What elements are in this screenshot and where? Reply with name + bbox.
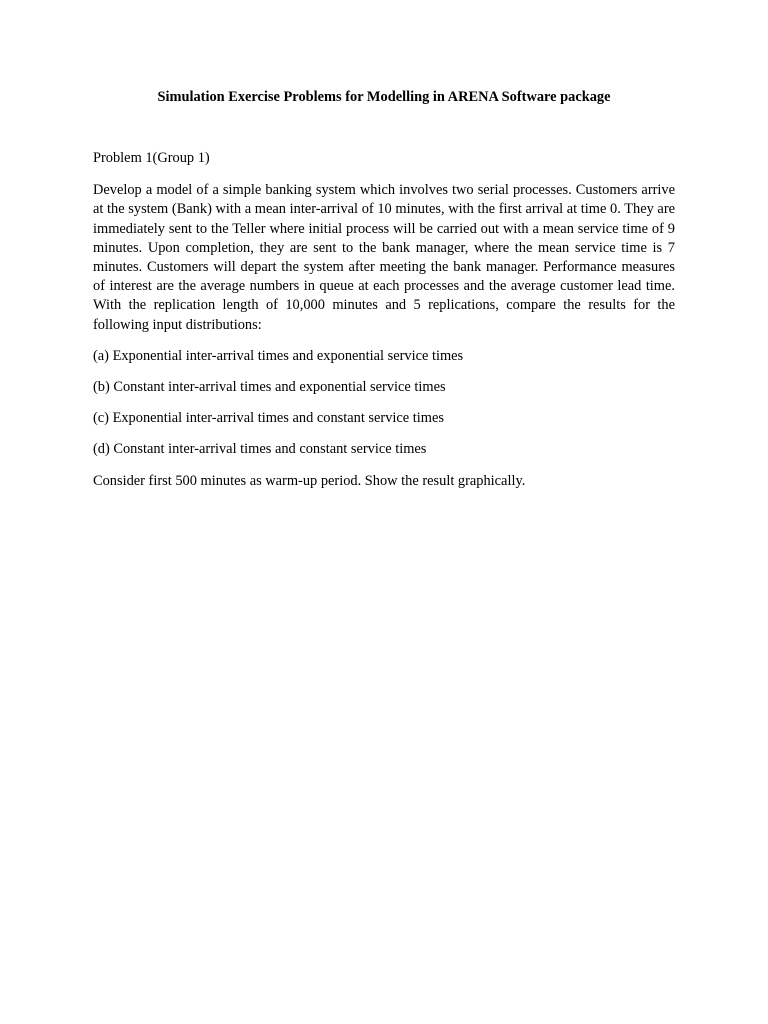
distribution-item-b: (b) Constant inter-arrival times and exponential service times [93,379,446,396]
document-title: Simulation Exercise Problems for Modelling in ARENA Software package [157,89,611,105]
closing-instruction: Consider first 500 minutes as warm-up period. Show the result graphically. [93,472,526,489]
distribution-item-c: (c) Exponential inter-arrival times and constant service times [93,410,444,427]
distribution-item-a: (a) Exponential inter-arrival times and exponential service times [93,347,464,364]
document-body [93,149,675,503]
distribution-item-d: (d) Constant inter-arrival times and constant service times [93,441,427,458]
problem-description: Develop a model of a simple banking system which involves two serial processes. Customers arrive at the system (Bank) with a mean inter-arrival of 10 minutes, with the first arrival at time 0. They are immediately sent to the Teller where initial process will be carried out with a mean service time of 9 minutes. Upon completion, they are sent to the bank manager, where the mean service time is 7 minutes. Customers will depart the system after meeting the bank manager. Performance measures of interest are the average numbers in queue at each processes and the average customer lead time. With the replication length of 10,000 minutes and 5 replications, compare the results for the following input distributions: [93,182,675,333]
problem-heading: Problem 1(Group 1) [93,150,210,166]
